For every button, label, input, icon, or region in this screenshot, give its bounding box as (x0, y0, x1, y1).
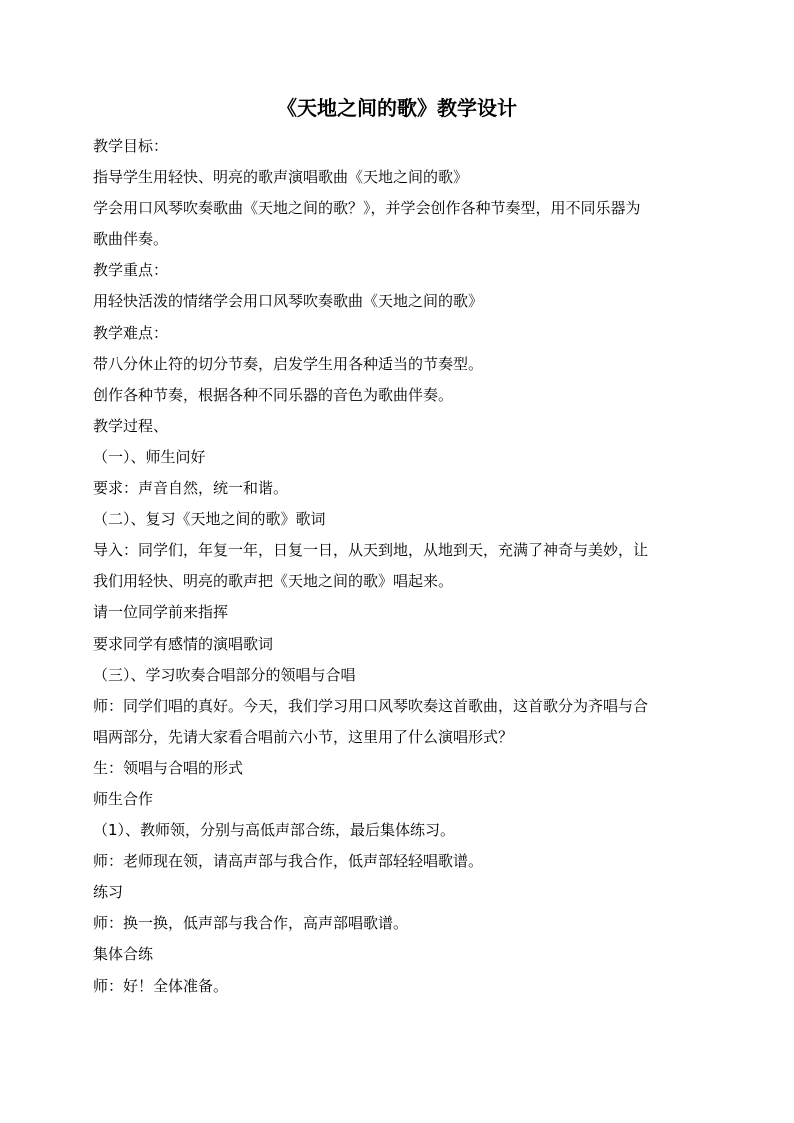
paragraph-line: 我们用轻快、明亮的歌声把《天地之间的歌》唱起来。 (93, 572, 454, 591)
numbered-item: （1）、教师领，分别与高低声部合练，最后集体练习。 (93, 821, 456, 840)
paragraph-line: 要求：声音自然，统一和谐。 (93, 479, 289, 498)
section-heading-objectives: 教学目标： (93, 137, 169, 155)
paragraph-line: 学会用口风琴吹奏歌曲《天地之间的歌？》，并学会创作各种节奏型，用不同乐器为 (93, 199, 641, 218)
paragraph-line: 师：换一换，低声部与我合作，高声部唱歌谱。 (93, 914, 409, 933)
paragraph-line: 练习 (93, 883, 124, 902)
paragraph-line: 用轻快活泼的情绪学会用口风琴吹奏歌曲《天地之间的歌》 (93, 292, 484, 311)
section-heading-key-points: 教学重点： (93, 261, 169, 280)
paragraph-line: 唱两部分，先请大家看合唱前六小节，这里用了什么演唱形式？ (93, 727, 514, 746)
paragraph-line: 歌曲伴奏。 (93, 230, 169, 249)
paragraph-line: 导入：同学们，年复一年，日复一日，从天到地，从地到天，充满了神奇与美妙，让 (93, 541, 649, 560)
paragraph-line: 带八分休止符的切分节奏，启发学生用各种适当的节奏型。 (93, 354, 484, 373)
document-title: 《天地之间的歌》教学设计 (277, 96, 517, 120)
subsection-heading-1: （一）、师生问好 (93, 447, 206, 466)
paragraph-line: 师：老师现在领，请高声部与我合作，低声部轻轻唱歌谱。 (93, 852, 484, 871)
paragraph-line: 请一位同学前来指挥 (93, 603, 229, 622)
paragraph-line: 生：领唱与合唱的形式 (93, 758, 244, 777)
section-heading-process: 教学过程、 (93, 416, 169, 435)
paragraph-line: 师：同学们唱的真好。今天，我们学习用口风琴吹奏这首歌曲，这首歌分为齐唱与合 (93, 696, 649, 715)
document-body (93, 131, 707, 1002)
subsection-heading-2: （二）、复习《天地之间的歌》歌词 (93, 510, 326, 529)
section-heading-difficulties: 教学难点： (93, 323, 169, 342)
subsection-heading-3: （三）、学习吹奏合唱部分的领唱与合唱 (93, 665, 356, 684)
paragraph-line: 指导学生用轻快、明亮的歌声演唱歌曲《天地之间的歌》 (93, 168, 469, 187)
paragraph-line: 师：好！全体准备。 (93, 976, 229, 995)
paragraph-line: 创作各种节奏，根据各种不同乐器的音色为歌曲伴奏。 (93, 385, 454, 404)
paragraph-line: 师生合作 (93, 789, 154, 808)
paragraph-line: 要求同学有感情的演唱歌词 (93, 634, 274, 653)
paragraph-line: 集体合练 (93, 945, 154, 964)
